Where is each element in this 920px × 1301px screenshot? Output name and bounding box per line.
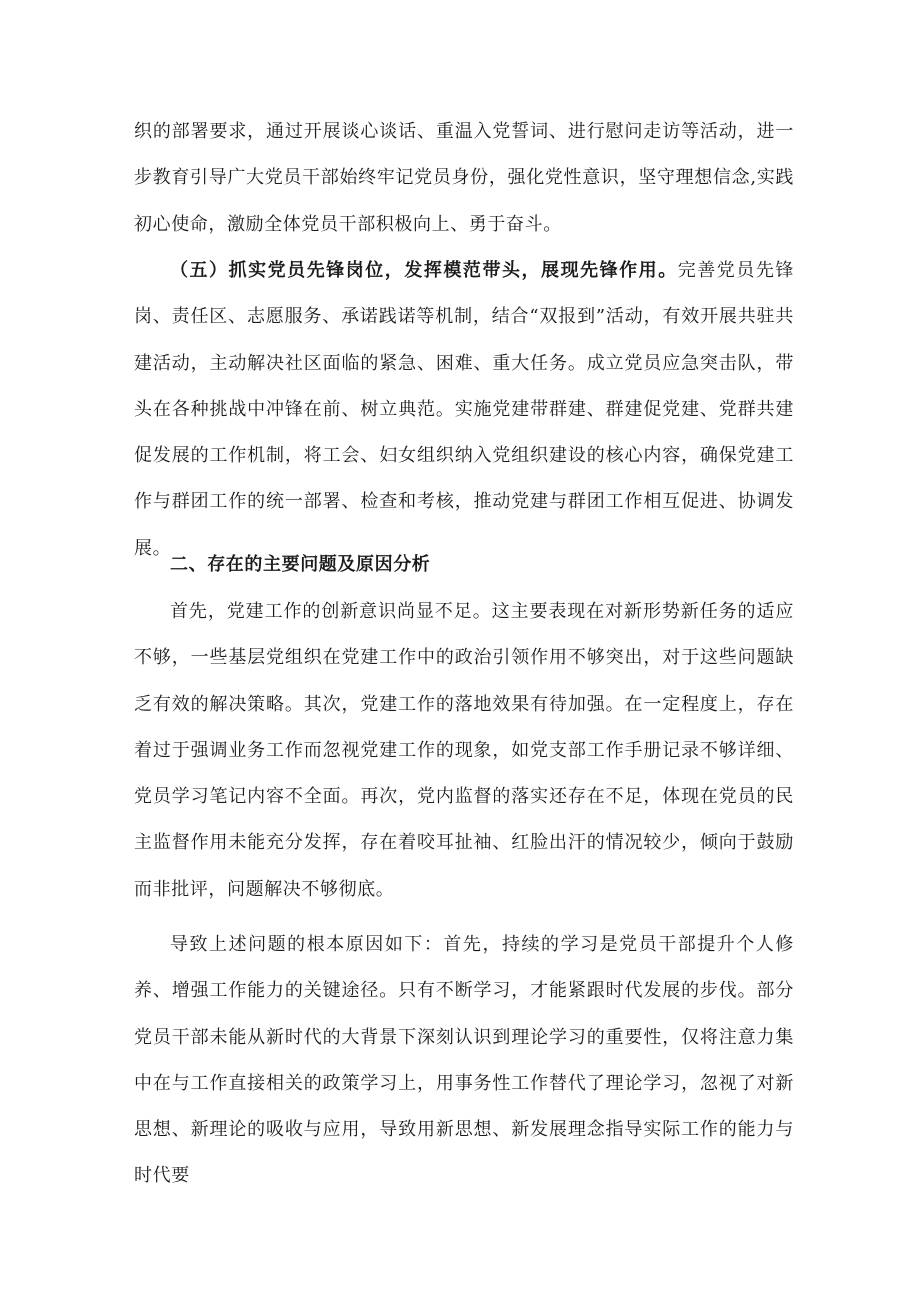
paragraph-2-text: 完善党员先锋岗、责任区、志愿服务、承诺践诺等机制，结合“双报到”活动，有效开展共驻共建活动，主动解决社区面临的紧急、困难、重大任务。成立党员应急突击队，带头在各种挑战中冲锋在前、树立典范。实施党建带群建、群建促党建、党群共建促发展的工作机制，将工会、妇女组织纳入党组织建设的核心内容，确保党建工作与群团工作的统一部署、检查和考核，推动党建与群团工作相互促进、协调发展。 — [134, 260, 794, 559]
paragraph-1 — [134, 109, 794, 248]
section-heading-2 — [134, 542, 794, 588]
paragraph-1-text: 织的部署要求，通过开展谈心谈话、重温入党誓词、进行慰问走访等活动，进一步教育引导广大党员干部始终牢记党员身份，强化党性意识，坚守理想信念,实践初心使命，激励全体党员干部积极向上、勇于奋斗。 — [134, 121, 794, 235]
paragraph-2 — [134, 248, 794, 572]
paragraph-2-heading: （五）抓实党员先锋岗位，发挥模范带头，展现先锋作用。 — [170, 260, 678, 281]
paragraph-3 — [134, 589, 794, 913]
section-heading-2-text: 二、存在的主要问题及原因分析 — [170, 554, 431, 575]
paragraph-4-text: 导致上述问题的根本原因如下：首先，持续的学习是党员干部提升个人修养、增强工作能力的关键途径。只有不断学习，才能紧跟时代发展的步伐。部分党员干部未能从新时代的大背景下深刻认识到理论学习的重要性，仅将注意力集中在与工作直接相关的政策学习上，用事务性工作替代了理论学习，忽视了对新思想、新理论的吸收与应用，导致用新思想、新发展理念指导实际工作的能力与时代要 — [134, 934, 794, 1187]
paragraph-4 — [134, 922, 794, 1200]
paragraph-3-text: 首先，党建工作的创新意识尚显不足。这主要表现在对新形势新任务的适应不够，一些基层党组织在党建工作中的政治引领作用不够突出，对于这些问题缺乏有效的解决策略。其次，党建工作的落地效果有待加强。在一定程度上，存在着过于强调业务工作而忽视党建工作的现象，如党支部工作手册记录不够详细、党员学习笔记内容不全面。再次，党内监督的落实还存在不足，体现在党员的民主监督作用未能充分发挥，存在着咬耳扯袖、红脸出汗的情况较少，倾向于鼓励而非批评，问题解决不够彻底。 — [134, 601, 794, 900]
